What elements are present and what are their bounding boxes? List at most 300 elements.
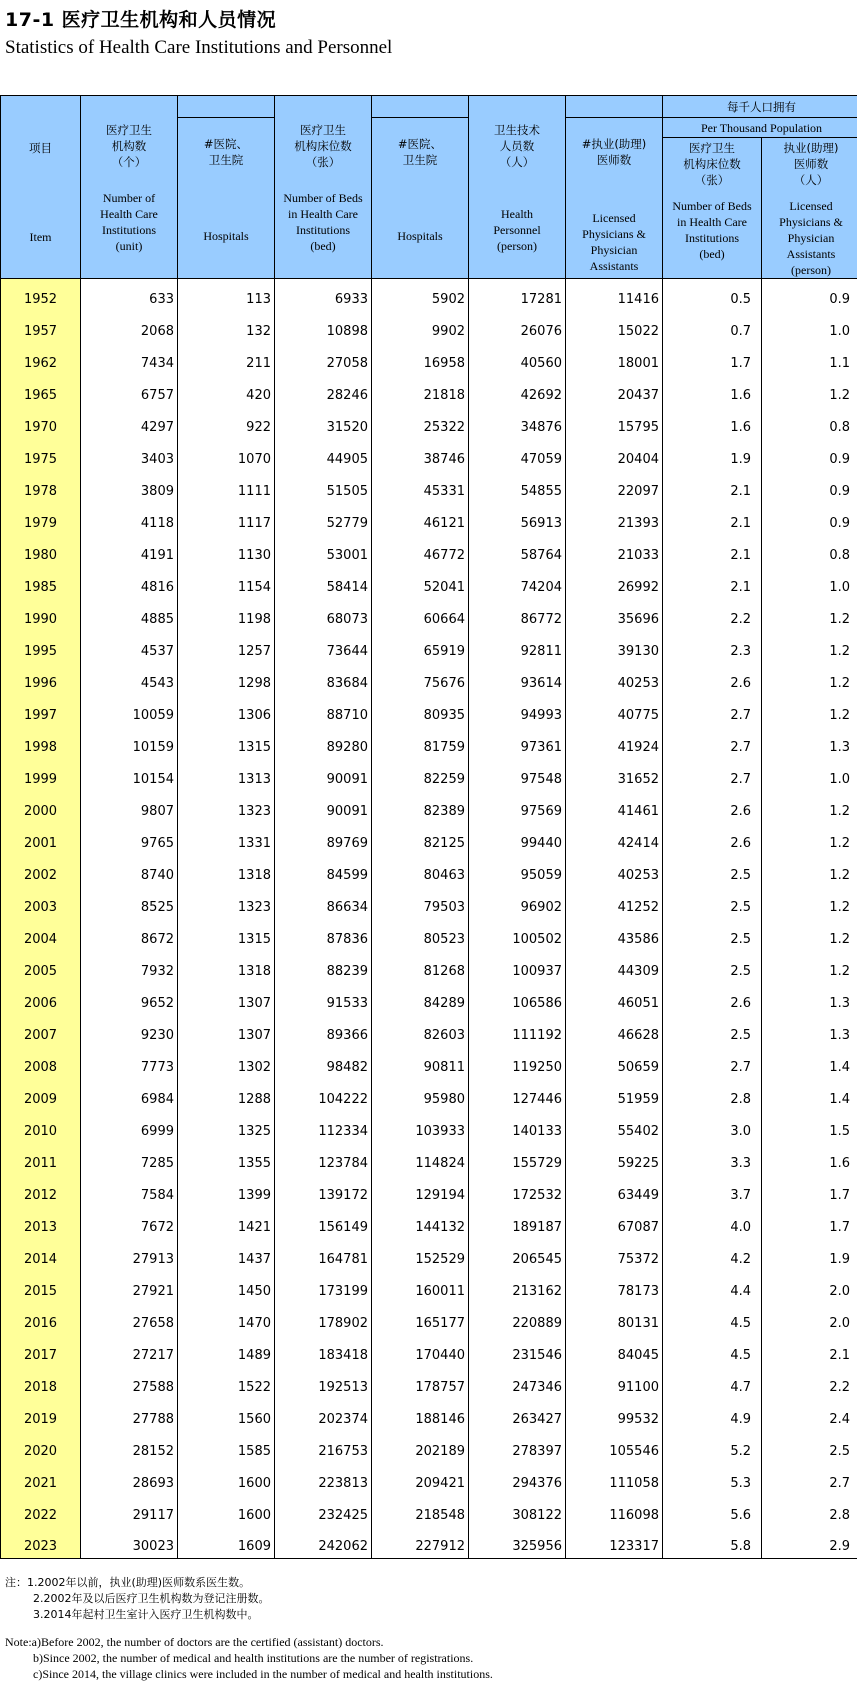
value-cell: 1323 [178,887,275,919]
value-cell: 65919 [372,631,469,663]
year-cell: 1975 [1,439,81,471]
per-thousand-cell: 1.9 [762,1239,857,1271]
value-cell: 83684 [275,663,372,695]
year-cell: 1995 [1,631,81,663]
value-cell: 6984 [81,1079,178,1111]
per-thousand-cell: 1.6 [663,375,762,407]
table-row [1,1239,857,1271]
table-row [1,1175,857,1207]
value-cell: 1522 [178,1367,275,1399]
value-cell: 52041 [372,567,469,599]
value-cell: 42692 [469,375,566,407]
value-cell: 42414 [566,823,663,855]
value-cell: 68073 [275,599,372,631]
value-cell: 633 [81,279,178,311]
value-cell: 88239 [275,951,372,983]
value-cell: 1437 [178,1239,275,1271]
value-cell: 1600 [178,1463,275,1495]
value-cell: 46628 [566,1015,663,1047]
value-cell: 22097 [566,471,663,503]
value-cell: 1600 [178,1495,275,1527]
per-thousand-cell: 2.6 [663,823,762,855]
per-thousand-cell: 4.4 [663,1271,762,1303]
value-cell: 922 [178,407,275,439]
value-cell: 95980 [372,1079,469,1111]
per-thousand-cell: 2.7 [663,727,762,759]
per-thousand-cell: 1.3 [762,727,857,759]
value-cell: 192513 [275,1367,372,1399]
value-cell: 104222 [275,1079,372,1111]
header-pc-beds: 医疗卫生 机构床位数 （张） Number of Beds in Health Care Institutions (bed) [663,138,762,279]
year-cell: 1999 [1,759,81,791]
year-cell: 1965 [1,375,81,407]
per-thousand-cell: 2.1 [663,567,762,599]
header-per-thousand-cn: 每千人口拥有 [663,96,857,118]
value-cell: 1117 [178,503,275,535]
value-cell: 152529 [372,1239,469,1271]
value-cell: 7932 [81,951,178,983]
value-cell: 7672 [81,1207,178,1239]
value-cell: 10898 [275,311,372,343]
note-en-1: Note:a)Before 2002, the number of doctors are the certified (assistant) doctors. [5,1635,384,1649]
per-thousand-cell: 2.5 [663,887,762,919]
value-cell: 1470 [178,1303,275,1335]
value-cell: 26076 [469,311,566,343]
value-cell: 223813 [275,1463,372,1495]
table-row [1,279,857,311]
table-row [1,919,857,951]
value-cell: 127446 [469,1079,566,1111]
value-cell: 89280 [275,727,372,759]
value-cell: 132 [178,311,275,343]
value-cell: 10159 [81,727,178,759]
note-cn-1: 注：1.2002年以前，执业(助理)医师数系医生数。 [5,1576,251,1589]
value-cell: 1318 [178,951,275,983]
value-cell: 6757 [81,375,178,407]
value-cell: 53001 [275,535,372,567]
value-cell: 80131 [566,1303,663,1335]
value-cell: 16958 [372,343,469,375]
value-cell: 247346 [469,1367,566,1399]
value-cell: 15022 [566,311,663,343]
value-cell: 9902 [372,311,469,343]
year-cell: 2006 [1,983,81,1015]
value-cell: 231546 [469,1335,566,1367]
value-cell: 28693 [81,1463,178,1495]
year-cell: 2004 [1,919,81,951]
table-row [1,407,857,439]
value-cell: 183418 [275,1335,372,1367]
table-row [1,599,857,631]
header-per-thousand-en: Per Thousand Population [663,118,857,138]
header-item: 项目 Item [1,96,81,279]
header-pc-physicians: 执业(助理) 医师数 （人） Licensed Physicians & Physician Assistants (person) [762,138,857,279]
per-thousand-cell: 1.0 [762,759,857,791]
header-physicians: #执业(助理) 医师数 Licensed Physicians & Physician Assistants [566,118,663,279]
table-row [1,1399,857,1431]
value-cell: 1111 [178,471,275,503]
value-cell: 20404 [566,439,663,471]
per-thousand-cell: 2.6 [663,663,762,695]
per-thousand-cell: 4.0 [663,1207,762,1239]
year-cell: 2019 [1,1399,81,1431]
value-cell: 202189 [372,1431,469,1463]
value-cell: 106586 [469,983,566,1015]
per-thousand-cell: 1.2 [762,791,857,823]
per-thousand-cell: 1.3 [762,983,857,1015]
year-cell: 1957 [1,311,81,343]
value-cell: 28246 [275,375,372,407]
value-cell: 91100 [566,1367,663,1399]
note-cn-3: 3.2014年起村卫生室计入医疗卫生机构数中。 [33,1608,259,1621]
per-thousand-cell: 1.9 [663,439,762,471]
value-cell: 28152 [81,1431,178,1463]
value-cell: 29117 [81,1495,178,1527]
value-cell: 39130 [566,631,663,663]
table-row [1,375,857,407]
per-thousand-cell: 1.4 [762,1079,857,1111]
value-cell: 1154 [178,567,275,599]
value-cell: 56913 [469,503,566,535]
notes-cn [5,1575,270,1623]
per-thousand-cell: 0.7 [663,311,762,343]
value-cell: 7434 [81,343,178,375]
value-cell: 1315 [178,919,275,951]
table-row [1,1527,857,1559]
value-cell: 55402 [566,1111,663,1143]
value-cell: 218548 [372,1495,469,1527]
per-thousand-cell: 2.6 [663,983,762,1015]
per-thousand-cell: 3.0 [663,1111,762,1143]
value-cell: 21033 [566,535,663,567]
value-cell: 113 [178,279,275,311]
value-cell: 4297 [81,407,178,439]
page-title-cn: 17-1 医疗卫生机构和人员情况 [5,9,277,31]
value-cell: 46121 [372,503,469,535]
value-cell: 3403 [81,439,178,471]
per-thousand-cell: 1.3 [762,1015,857,1047]
value-cell: 40775 [566,695,663,727]
value-cell: 10154 [81,759,178,791]
per-thousand-cell: 0.5 [663,279,762,311]
value-cell: 96902 [469,887,566,919]
value-cell: 27921 [81,1271,178,1303]
table-row [1,727,857,759]
year-cell: 2010 [1,1111,81,1143]
value-cell: 27058 [275,343,372,375]
value-cell: 114824 [372,1143,469,1175]
notes-en [5,1634,493,1682]
value-cell: 242062 [275,1527,372,1559]
year-cell: 1970 [1,407,81,439]
value-cell: 103933 [372,1111,469,1143]
value-cell: 140133 [469,1111,566,1143]
note-cn-2: 2.2002年及以后医疗卫生机构数为登记注册数。 [33,1592,270,1605]
value-cell: 6999 [81,1111,178,1143]
page-title-en: Statistics of Health Care Institutions and Personnel [5,37,393,58]
value-cell: 139172 [275,1175,372,1207]
per-thousand-cell: 2.6 [663,791,762,823]
year-cell: 2007 [1,1015,81,1047]
table-row [1,1271,857,1303]
value-cell: 1399 [178,1175,275,1207]
year-cell: 1952 [1,279,81,311]
value-cell: 31520 [275,407,372,439]
header-beds: 医疗卫生 机构床位数 （张） Number of Beds in Health Care Institutions (bed) [275,96,372,279]
year-cell: 1979 [1,503,81,535]
value-cell: 4816 [81,567,178,599]
table-row [1,951,857,983]
per-thousand-cell: 2.3 [663,631,762,663]
per-thousand-cell: 1.4 [762,1047,857,1079]
per-thousand-cell: 3.7 [663,1175,762,1207]
value-cell: 88710 [275,695,372,727]
value-cell: 40253 [566,855,663,887]
value-cell: 213162 [469,1271,566,1303]
value-cell: 1198 [178,599,275,631]
per-thousand-cell: 2.8 [663,1079,762,1111]
table-row [1,855,857,887]
table-row [1,1207,857,1239]
value-cell: 40560 [469,343,566,375]
year-cell: 2002 [1,855,81,887]
per-thousand-cell: 0.9 [762,471,857,503]
value-cell: 4191 [81,535,178,567]
value-cell: 4537 [81,631,178,663]
value-cell: 75676 [372,663,469,695]
value-cell: 35696 [566,599,663,631]
table-row [1,887,857,919]
value-cell: 82603 [372,1015,469,1047]
value-cell: 2068 [81,311,178,343]
year-cell: 1962 [1,343,81,375]
value-cell: 8672 [81,919,178,951]
value-cell: 41461 [566,791,663,823]
value-cell: 17281 [469,279,566,311]
value-cell: 123784 [275,1143,372,1175]
table-row [1,311,857,343]
value-cell: 86772 [469,599,566,631]
value-cell: 160011 [372,1271,469,1303]
value-cell: 1302 [178,1047,275,1079]
per-thousand-cell: 1.2 [762,599,857,631]
per-thousand-cell: 2.7 [663,1047,762,1079]
per-thousand-cell: 2.8 [762,1495,857,1527]
value-cell: 4885 [81,599,178,631]
value-cell: 21393 [566,503,663,535]
table-row [1,631,857,663]
value-cell: 87836 [275,919,372,951]
per-thousand-cell: 2.5 [663,855,762,887]
per-thousand-cell: 2.7 [762,1463,857,1495]
value-cell: 111192 [469,1015,566,1047]
value-cell: 38746 [372,439,469,471]
year-cell: 2005 [1,951,81,983]
table-row [1,791,857,823]
header-institutions: 医疗卫生 机构数 （个） Number of Health Care Institutions (unit) [81,96,178,279]
header-physicians-top [566,96,663,118]
value-cell: 84045 [566,1335,663,1367]
value-cell: 51505 [275,471,372,503]
value-cell: 105546 [566,1431,663,1463]
per-thousand-cell: 2.5 [663,951,762,983]
year-cell: 1978 [1,471,81,503]
value-cell: 144132 [372,1207,469,1239]
value-cell: 43586 [566,919,663,951]
year-cell: 2023 [1,1527,81,1559]
year-cell: 2014 [1,1239,81,1271]
value-cell: 1313 [178,759,275,791]
value-cell: 95059 [469,855,566,887]
value-cell: 82125 [372,823,469,855]
value-cell: 25322 [372,407,469,439]
per-thousand-cell: 0.9 [762,279,857,311]
value-cell: 111058 [566,1463,663,1495]
value-cell: 27217 [81,1335,178,1367]
per-thousand-cell: 4.7 [663,1367,762,1399]
value-cell: 227912 [372,1527,469,1559]
value-cell: 51959 [566,1079,663,1111]
year-cell: 1990 [1,599,81,631]
value-cell: 74204 [469,567,566,599]
value-cell: 294376 [469,1463,566,1495]
value-cell: 1325 [178,1111,275,1143]
value-cell: 9230 [81,1015,178,1047]
year-cell: 2016 [1,1303,81,1335]
per-thousand-cell: 5.6 [663,1495,762,1527]
value-cell: 1355 [178,1143,275,1175]
value-cell: 81268 [372,951,469,983]
year-cell: 2022 [1,1495,81,1527]
value-cell: 155729 [469,1143,566,1175]
value-cell: 1609 [178,1527,275,1559]
value-cell: 73644 [275,631,372,663]
table-row [1,1431,857,1463]
value-cell: 165177 [372,1303,469,1335]
value-cell: 170440 [372,1335,469,1367]
per-thousand-cell: 1.7 [762,1175,857,1207]
value-cell: 8740 [81,855,178,887]
table-row [1,1143,857,1175]
value-cell: 189187 [469,1207,566,1239]
table-row [1,1495,857,1527]
value-cell: 10059 [81,695,178,727]
value-cell: 90811 [372,1047,469,1079]
per-thousand-cell: 2.5 [663,919,762,951]
value-cell: 99440 [469,823,566,855]
value-cell: 80935 [372,695,469,727]
value-cell: 91533 [275,983,372,1015]
per-thousand-cell: 2.4 [762,1399,857,1431]
header-personnel: 卫生技术 人员数 （人） Health Personnel (person) [469,96,566,279]
value-cell: 31652 [566,759,663,791]
value-cell: 41252 [566,887,663,919]
header-hosp-beds: #医院、 卫生院 Hospitals [372,118,469,279]
value-cell: 52779 [275,503,372,535]
value-cell: 18001 [566,343,663,375]
value-cell: 112334 [275,1111,372,1143]
value-cell: 188146 [372,1399,469,1431]
value-cell: 30023 [81,1527,178,1559]
value-cell: 3809 [81,471,178,503]
value-cell: 4543 [81,663,178,695]
year-cell: 1998 [1,727,81,759]
per-thousand-cell: 2.7 [663,759,762,791]
per-thousand-cell: 2.0 [762,1271,857,1303]
table-row [1,1335,857,1367]
per-thousand-cell: 2.0 [762,1303,857,1335]
per-thousand-cell: 4.9 [663,1399,762,1431]
value-cell: 79503 [372,887,469,919]
value-cell: 11416 [566,279,663,311]
value-cell: 46772 [372,535,469,567]
value-cell: 119250 [469,1047,566,1079]
per-thousand-cell: 0.8 [762,535,857,567]
value-cell: 211 [178,343,275,375]
value-cell: 63449 [566,1175,663,1207]
year-cell: 2020 [1,1431,81,1463]
per-thousand-cell: 1.2 [762,631,857,663]
per-thousand-cell: 1.2 [762,919,857,951]
per-thousand-cell: 2.5 [663,1015,762,1047]
value-cell: 100502 [469,919,566,951]
per-thousand-cell: 1.2 [762,663,857,695]
value-cell: 278397 [469,1431,566,1463]
year-cell: 2017 [1,1335,81,1367]
year-cell: 1980 [1,535,81,567]
value-cell: 20437 [566,375,663,407]
per-thousand-cell: 3.3 [663,1143,762,1175]
year-cell: 1985 [1,567,81,599]
header-hosp-beds-top [372,96,469,118]
value-cell: 420 [178,375,275,407]
value-cell: 90091 [275,791,372,823]
value-cell: 9652 [81,983,178,1015]
per-thousand-cell: 2.1 [663,471,762,503]
value-cell: 41924 [566,727,663,759]
value-cell: 6933 [275,279,372,311]
year-cell: 2015 [1,1271,81,1303]
note-en-3: c)Since 2014, the village clinics were included in the number of medical and health institutions. [33,1667,493,1681]
value-cell: 58414 [275,567,372,599]
value-cell: 209421 [372,1463,469,1495]
value-cell: 46051 [566,983,663,1015]
value-cell: 99532 [566,1399,663,1431]
value-cell: 206545 [469,1239,566,1271]
value-cell: 1288 [178,1079,275,1111]
value-cell: 7773 [81,1047,178,1079]
value-cell: 80463 [372,855,469,887]
year-cell: 1996 [1,663,81,695]
value-cell: 1489 [178,1335,275,1367]
table-row [1,1047,857,1079]
table-row [1,1463,857,1495]
table-row [1,343,857,375]
value-cell: 59225 [566,1143,663,1175]
per-thousand-cell: 4.2 [663,1239,762,1271]
per-thousand-cell: 1.7 [762,1207,857,1239]
value-cell: 98482 [275,1047,372,1079]
per-thousand-cell: 1.2 [762,887,857,919]
year-cell: 2011 [1,1143,81,1175]
value-cell: 60664 [372,599,469,631]
value-cell: 50659 [566,1047,663,1079]
table-row [1,759,857,791]
statistics-table [0,95,857,1559]
year-cell: 2009 [1,1079,81,1111]
per-thousand-cell: 4.5 [663,1335,762,1367]
per-thousand-cell: 1.6 [762,1143,857,1175]
